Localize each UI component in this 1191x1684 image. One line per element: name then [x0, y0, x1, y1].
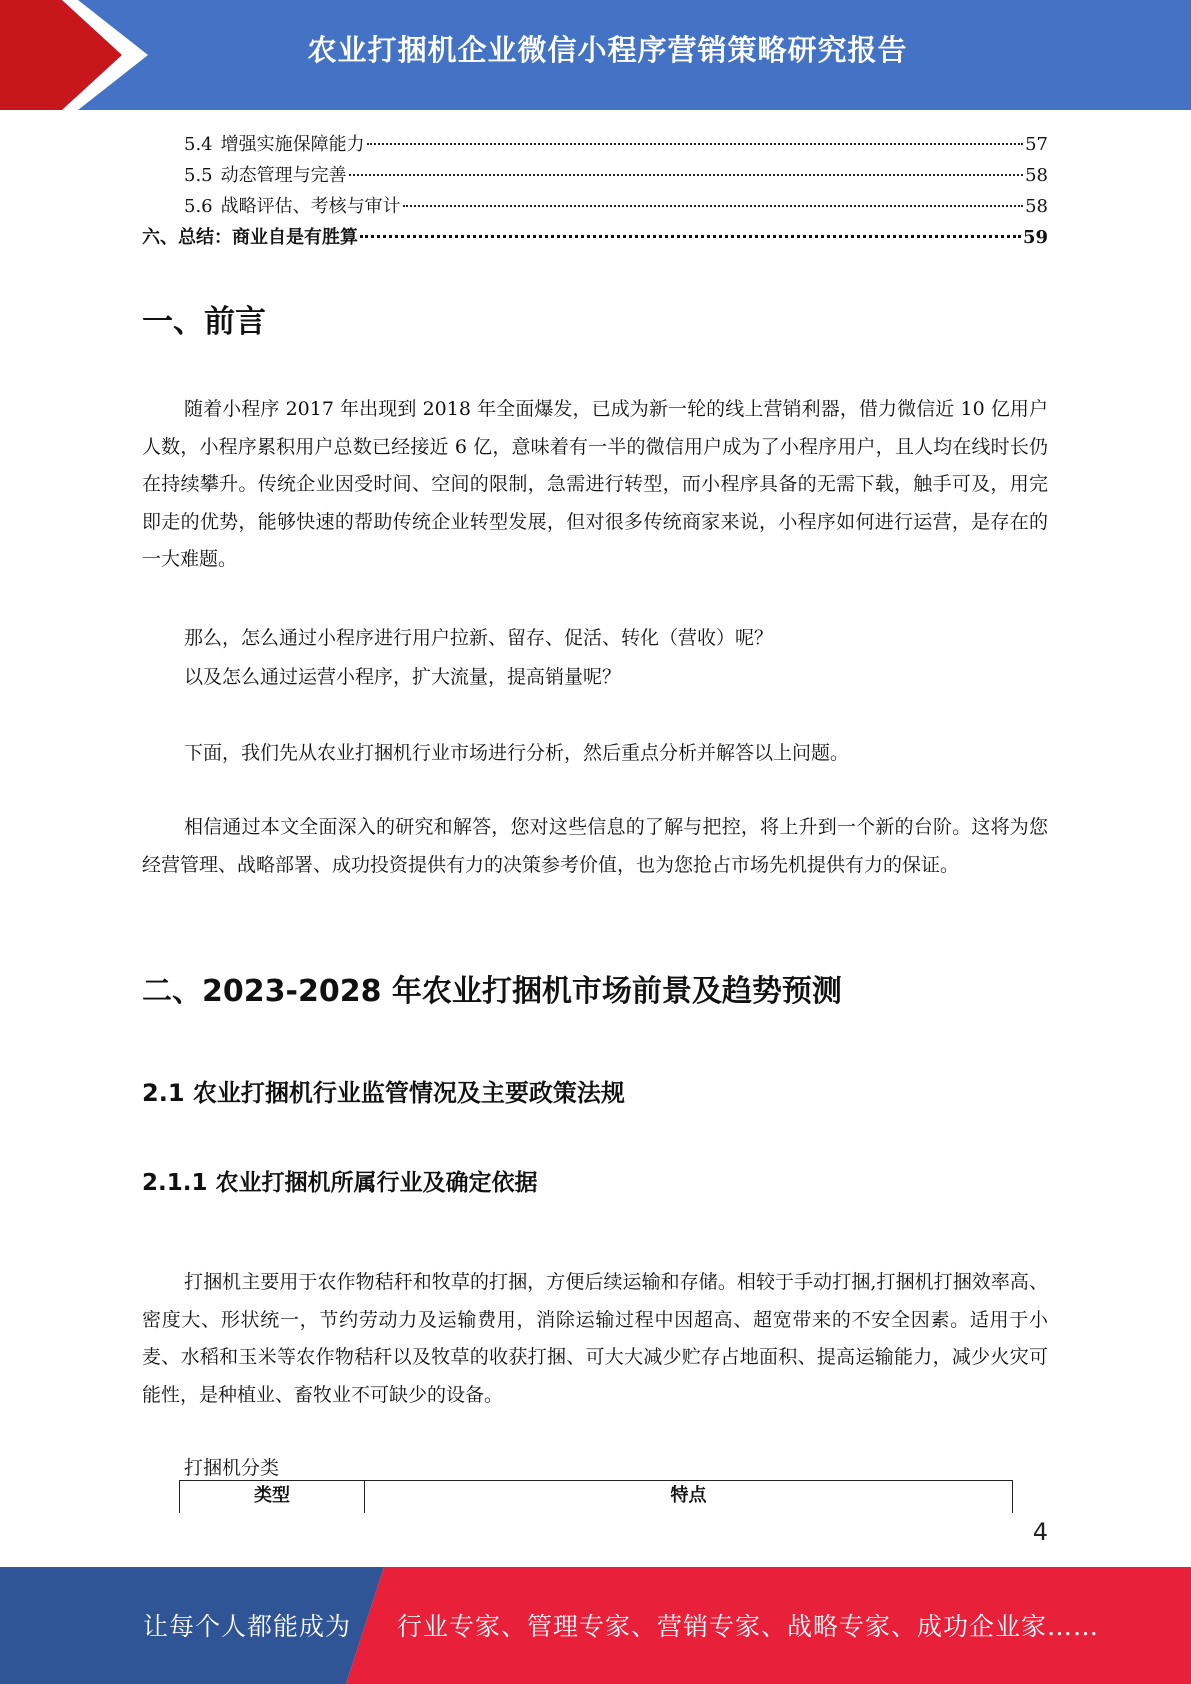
preface-paragraph-1: 随着小程序 2017 年出现到 2018 年全面爆发，已成为新一轮的线上营销利器，借力微信近 10 亿用户人数，小程序累积用户总数已经接近 6 亿，意味着有一半的微信用户成为了小程序用户，且人均在线时长仍在持续攀升。传统企业因受时间、空间的限制，急需进行转型，而小程序具备的无需下载，触手可及，用完即走的优势，能够快速的帮助传统企业转型发展，但对很多传统商家来说，小程序如何进行运营，是存在的一大难题。	[142, 398, 1048, 570]
toc-dot-leader	[349, 174, 1023, 176]
toc-entry-main[interactable]	[142, 223, 1048, 254]
preface-paragraph-2: 下面，我们先从农业打捆机行业市场进行分析，然后重点分析并解答以上问题。	[184, 742, 850, 764]
toc-entry[interactable]	[142, 161, 1048, 192]
subsection-heading-regulation: 2.1 农业打捆机行业监管情况及主要政策法规	[142, 1079, 625, 1107]
toc-entry-number: 5.4	[184, 134, 213, 155]
section-heading-preface: 一、前言	[142, 304, 266, 340]
toc-entry-page: 58	[1025, 165, 1048, 186]
toc-entry[interactable]	[142, 192, 1048, 223]
table-caption: 打捆机分类	[184, 1457, 280, 1479]
toc-entry-number: 5.5	[184, 165, 213, 186]
toc-entry-label: 战略评估、考核与审计	[220, 196, 401, 217]
report-title: 农业打捆机企业微信小程序营销策略研究报告	[307, 33, 908, 67]
page-number: 4	[1032, 1518, 1048, 1546]
toc-entry-label: 六、总结：商业自是有胜算	[142, 227, 358, 248]
preface-paragraph-3: 相信通过本文全面深入的研究和解答，您对这些信息的了解与把控，将上升到一个新的台阶。这将为您经营管理、战略部署、成功投资提供有力的决策参考价值，也为您抢占市场先机提供有力的保证。	[142, 816, 1048, 876]
toc-entry-label: 增强实施保障能力	[220, 134, 365, 155]
toc-entry-label: 动态管理与完善	[220, 165, 347, 186]
toc-entry-number: 5.6	[184, 196, 213, 217]
toc-entry-page: 57	[1025, 134, 1048, 155]
section-heading-market-forecast: 二、2023-2028 年农业打捆机市场前景及趋势预测	[142, 974, 842, 1009]
subsection-heading-industry-basis: 2.1.1 农业打捆机所属行业及确定依据	[142, 1170, 538, 1196]
baler-description-paragraph: 打捆机主要用于农作物秸秆和牧草的打捆，方便后续运输和存储。相较于手动打捆,打捆机打捆效率高、密度大、形状统一，节约劳动力及运输费用，消除运输过程中因超高、超宽带来的不安全因素。适用于小麦、水稻和玉米等农作物秸秆以及牧草的收获打捆、可大大减少贮存占地面积、提高运输能力，减少火灾可能性，是种植业、畜牧业不可缺少的设备。	[142, 1271, 1048, 1406]
footer-slogan-right: 行业专家、管理专家、营销专家、战略专家、成功企业家……	[397, 1612, 1100, 1641]
toc-entry[interactable]	[142, 130, 1048, 161]
footer-slogan-left: 让每个人都能成为	[143, 1612, 352, 1641]
preface-question-1: 那么，怎么通过小程序进行用户拉新、留存、促活、转化（营收）呢？	[184, 627, 774, 649]
toc-dot-leader	[403, 205, 1023, 207]
toc-entry-page: 59	[1022, 227, 1048, 248]
table-header-features: 特点	[670, 1485, 707, 1506]
page-header	[0, 0, 1191, 110]
table-of-contents	[142, 130, 1048, 254]
baler-classification-table	[179, 1480, 1013, 1513]
toc-entry-page: 58	[1025, 196, 1048, 217]
toc-dot-leader	[360, 235, 1021, 238]
toc-dot-leader	[367, 143, 1023, 145]
page-footer	[0, 1567, 1191, 1684]
preface-question-2: 以及怎么通过运营小程序，扩大流量，提高销量呢？	[184, 666, 622, 688]
table-header-type: 类型	[180, 1481, 365, 1513]
